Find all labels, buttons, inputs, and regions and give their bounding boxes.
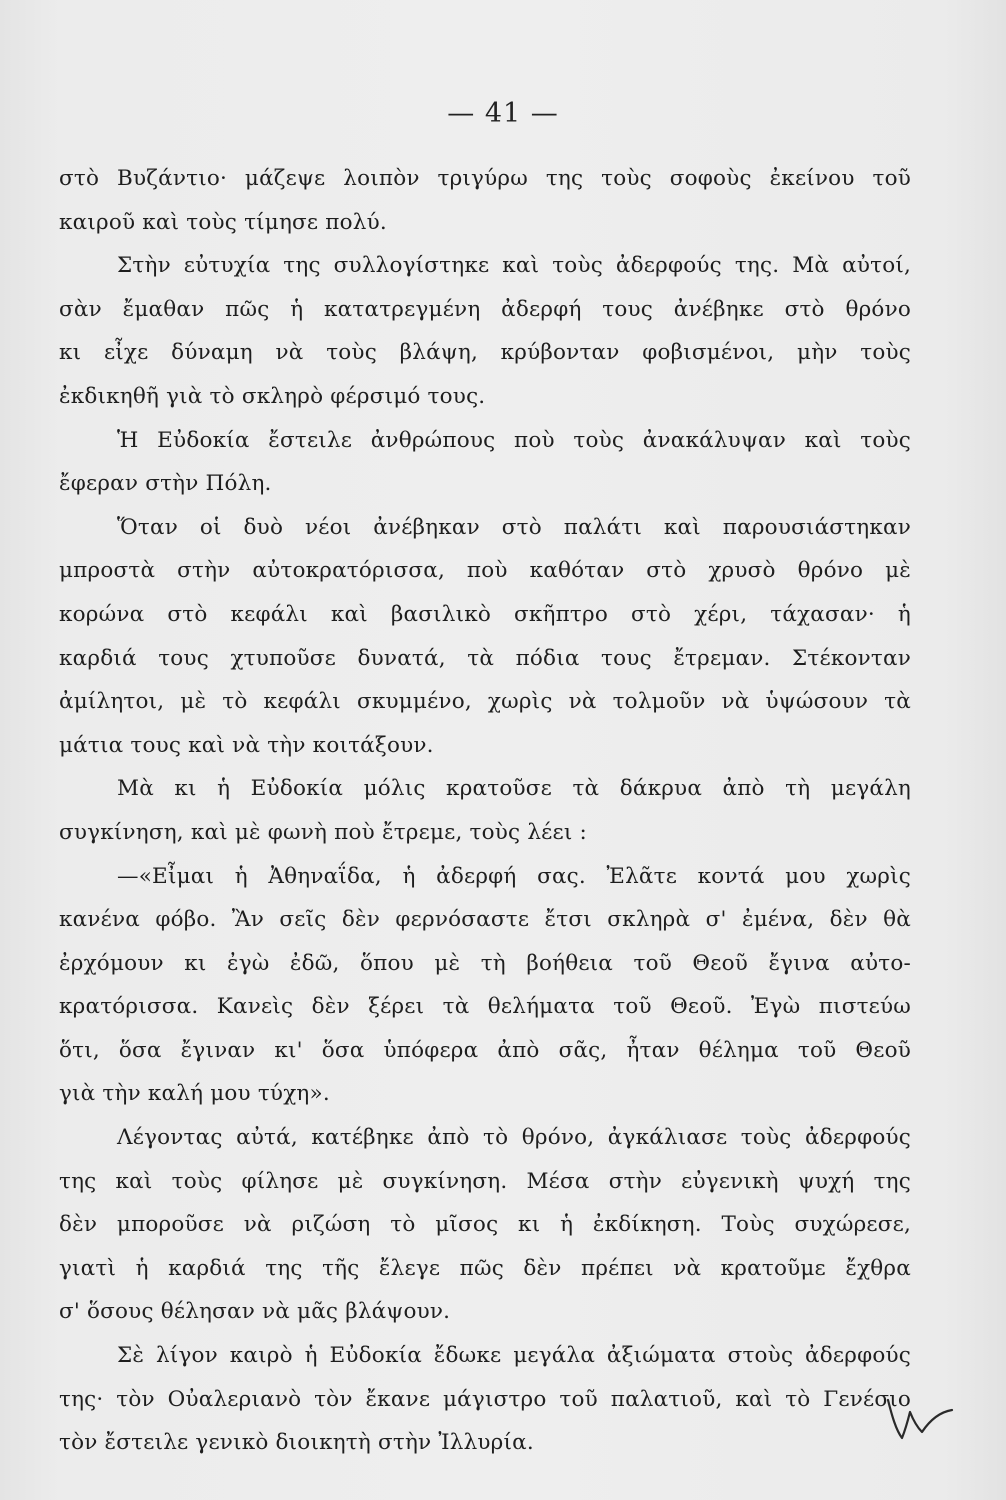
- text-line: στὸ Βυζάντιο· μάζεψε λοιπὸν τριγύρω της τοὺς σοφοὺς ἐκείνου τοῦ: [59, 166, 911, 191]
- text-line: συγκίνηση, καὶ μὲ φωνὴ ποὺ ἔτρεμε, τοὺς λέει :: [59, 819, 587, 845]
- body-text: [59, 157, 911, 1465]
- text-line: Ἡ Εὐδοκία ἔστειλε ἀνθρώπους ποὺ τοὺς ἀνακάλυψαν καὶ τοὺς: [117, 427, 911, 453]
- text-line: —«Εἶμαι ἡ Ἀθηναΐδα, ἡ ἀδερφή σας. Ἐλᾶτε κοντά μου χωρὶς: [117, 863, 911, 889]
- handwritten-mark-icon: [878, 1388, 958, 1448]
- text-line: ἀμίλητοι, μὲ τὸ κεφάλι σκυμμένο, χωρὶς νὰ τολμοῦν νὰ ὑψώσουν τὰ: [59, 689, 911, 715]
- text-line: καρδιά τους χτυποῦσε δυνατά, τὰ πόδια τους ἔτρεμαν. Στέκονταν: [59, 645, 911, 671]
- text-line: κανένα φόβο. Ἂν σεῖς δὲν φερνόσαστε ἔτσι σκληρὰ σ' ἐμένα, δὲν θὰ: [59, 907, 911, 933]
- text-line: Σὲ λίγον καιρὸ ἡ Εὐδοκία ἔδωκε μεγάλα ἀξιώματα στοὺς ἀδερφούς: [117, 1343, 911, 1369]
- text-line: σὰν ἔμαθαν πῶς ἡ κατατρεγμένη ἀδερφή τους ἀνέβηκε στὸ θρόνο: [59, 296, 911, 322]
- text-line: μπροστὰ στὴν αὐτοκρατόρισσα, ποὺ καθόταν στὸ χρυσὸ θρόνο μὲ: [59, 558, 911, 584]
- text-line: ἐρχόμουν κι ἐγὼ ἐδῶ, ὅπου μὲ τὴ βοήθεια τοῦ Θεοῦ ἔγινα αὐτο-: [59, 950, 911, 976]
- text-line: Στὴν εὐτυχία της συλλογίστηκε καὶ τοὺς ἀδερφούς της. Μὰ αὐτοί,: [117, 253, 911, 279]
- text-line: κρατόρισσα. Κανεὶς δὲν ξέρει τὰ θελήματα τοῦ Θεοῦ. Ἐγὼ πιστεύω: [59, 994, 911, 1020]
- text-line: της καὶ τοὺς φίλησε μὲ συγκίνηση. Μέσα στὴν εὐγενικὴ ψυχή της: [59, 1168, 911, 1194]
- text-line: ὅτι, ὅσα ἔγιναν κι' ὅσα ὑπόφερα ἀπὸ σᾶς, ἦταν θέλημα τοῦ Θεοῦ: [59, 1037, 911, 1063]
- text-line: της· τὸν Οὐαλεριανὸ τὸν ἔκανε μάγιστρο τοῦ παλατιοῦ, καὶ τὸ Γενέσιο: [59, 1386, 911, 1412]
- text-line: κι εἶχε δύναμη νὰ τοὺς βλάψη, κρύβονταν φοβισμένοι, μὴν τοὺς: [59, 340, 911, 366]
- text-line: σ' ὅσους θέλησαν νὰ μᾶς βλάψουν.: [59, 1299, 451, 1325]
- text-line: γιὰ τὴν καλή μου τύχη».: [59, 1081, 330, 1107]
- text-line: μάτια τους καὶ νὰ τὴν κοιτάξουν.: [59, 732, 434, 758]
- text-line: τὸν ἔστειλε γενικὸ διοικητὴ στὴν Ἰλλυρία.: [59, 1430, 534, 1456]
- text-line: ἐκδικηθῆ γιὰ τὸ σκληρὸ φέρσιμό τους.: [59, 383, 486, 409]
- page-number: — 41 —: [447, 98, 559, 129]
- text-line: κορώνα στὸ κεφάλι καὶ βασιλικὸ σκῆπτρο στὸ χέρι, τάχασαν· ἡ: [59, 601, 911, 627]
- text-line: γιατὶ ἡ καρδιά της τῆς ἔλεγε πῶς δὲν πρέπει νὰ κρατοῦμε ἔχθρα: [59, 1255, 911, 1281]
- text-line: καιροῦ καὶ τοὺς τίμησε πολύ.: [59, 209, 387, 235]
- text-line: Λέγοντας αὐτά, κατέβηκε ἀπὸ τὸ θρόνο, ἀγκάλιασε τοὺς ἀδερφούς: [117, 1125, 911, 1151]
- text-line: δὲν μποροῦσε νὰ ριζώση τὸ μῖσος κι ἡ ἐκδίκηση. Τοὺς συχώρεσε,: [59, 1212, 911, 1238]
- text-line: ἔφεραν στὴν Πόλη.: [59, 471, 272, 497]
- text-line: Ὅταν οἱ δυὸ νέοι ἀνέβηκαν στὸ παλάτι καὶ παρουσιάστηκαν: [117, 514, 911, 540]
- text-line: Μὰ κι ἡ Εὐδοκία μόλις κρατοῦσε τὰ δάκρυα ἀπὸ τὴ μεγάλη: [117, 776, 911, 802]
